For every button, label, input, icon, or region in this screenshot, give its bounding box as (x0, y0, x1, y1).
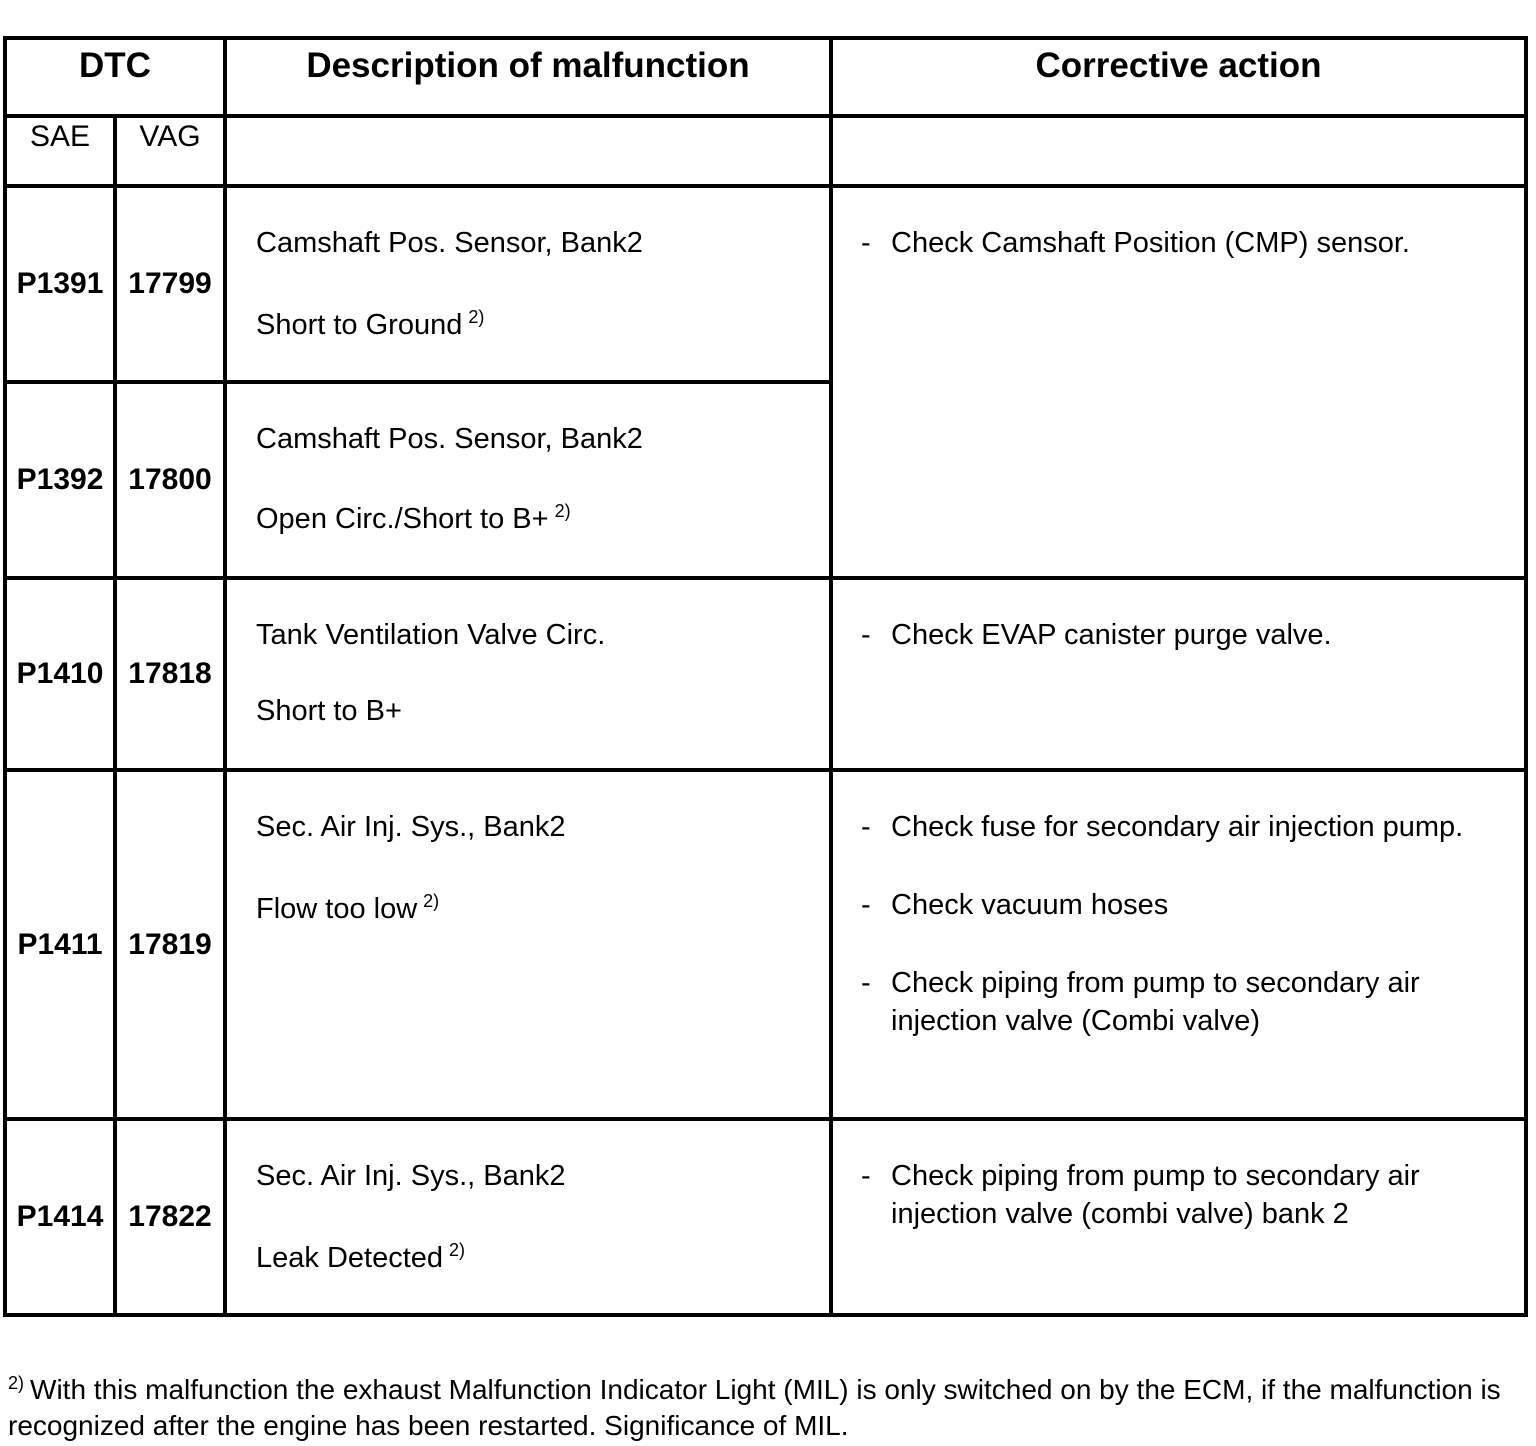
action-item (861, 886, 1504, 924)
vag-code: 17800 (115, 382, 225, 578)
description-text: Open Circ./Short to B+ (256, 503, 549, 535)
description-line-1: Sec. Air Inj. Sys., Bank2 (256, 1160, 566, 1192)
description-cell (225, 1119, 831, 1315)
subheader-row (5, 116, 1526, 186)
description-cell (225, 382, 831, 578)
description-cell (225, 578, 831, 770)
action-item (861, 808, 1504, 846)
action-text: Check vacuum hoses (891, 889, 1169, 921)
footnote-text: With this malfunction the exhaust Malfunction Indicator Light (MIL) is only switched on by the ECM, if the malfunction is recognized after the engine has been restarted. Significance of MIL. (8, 1374, 1501, 1441)
footnote-ref: 2) (449, 1240, 466, 1261)
vag-code: 17799 (115, 186, 225, 382)
action-text: Check piping from pump to secondary air injection valve (Combi valve) (891, 967, 1420, 1037)
sae-code: P1391 (5, 186, 115, 382)
footnote-mark: 2) (8, 1372, 25, 1393)
footnote-ref: 2) (423, 891, 440, 912)
corrective-cell (831, 578, 1526, 770)
subheader-blank-description (225, 116, 831, 186)
bullet-dash: - (861, 967, 871, 999)
sae-code: P1410 (5, 578, 115, 770)
corrective-cell (831, 770, 1526, 1119)
bullet-dash: - (861, 619, 871, 651)
corrective-cell (831, 1119, 1526, 1315)
description-line-2 (256, 308, 829, 342)
header-description: Description of malfunction (225, 38, 831, 116)
subheader-sae: SAE (5, 116, 115, 186)
sae-code: P1414 (5, 1119, 115, 1315)
action-item (861, 616, 1504, 654)
bullet-dash: - (861, 1160, 871, 1192)
dtc-table (3, 36, 1528, 1317)
action-item (861, 964, 1504, 1040)
description-text: Flow too low (256, 893, 418, 925)
action-text: Check EVAP canister purge valve. (891, 619, 1332, 651)
action-item (861, 1157, 1504, 1233)
table-row (5, 1119, 1526, 1315)
bullet-dash: - (861, 811, 871, 843)
action-item (861, 224, 1504, 262)
footnote-ref: 2) (554, 501, 571, 522)
sae-code: P1392 (5, 382, 115, 578)
header-corrective: Corrective action (831, 38, 1526, 116)
bullet-dash: - (861, 889, 871, 921)
description-line-1: Sec. Air Inj. Sys., Bank2 (256, 811, 566, 843)
footnote-ref: 2) (468, 307, 485, 328)
sae-code: P1411 (5, 770, 115, 1119)
subheader-blank-corrective (831, 116, 1526, 186)
header-dtc: DTC (5, 38, 225, 116)
description-line-1: Tank Ventilation Valve Circ. (256, 619, 606, 651)
header-row (5, 38, 1526, 116)
description-line-2 (256, 892, 829, 926)
description-text: Short to Ground (256, 309, 463, 341)
subheader-vag: VAG (115, 116, 225, 186)
description-line-1: Camshaft Pos. Sensor, Bank2 (256, 423, 643, 455)
table-row (5, 770, 1526, 1119)
table-row (5, 186, 1526, 382)
vag-code: 17822 (115, 1119, 225, 1315)
action-text: Check fuse for secondary air injection pump. (891, 811, 1464, 843)
description-line-1: Camshaft Pos. Sensor, Bank2 (256, 227, 643, 259)
description-line-2 (256, 1241, 829, 1275)
corrective-cell (831, 186, 1526, 578)
action-text: Check piping from pump to secondary air injection valve (combi valve) bank 2 (891, 1160, 1420, 1230)
vag-code: 17819 (115, 770, 225, 1119)
description-cell (225, 770, 831, 1119)
description-text: Leak Detected (256, 1242, 444, 1274)
table-row (5, 578, 1526, 770)
footnote (8, 1372, 1508, 1444)
action-text: Check Camshaft Position (CMP) sensor. (891, 227, 1410, 259)
description-line-2: Short to B+ (256, 695, 402, 727)
vag-code: 17818 (115, 578, 225, 770)
description-line-2 (256, 502, 829, 536)
description-cell (225, 186, 831, 382)
bullet-dash: - (861, 227, 871, 259)
